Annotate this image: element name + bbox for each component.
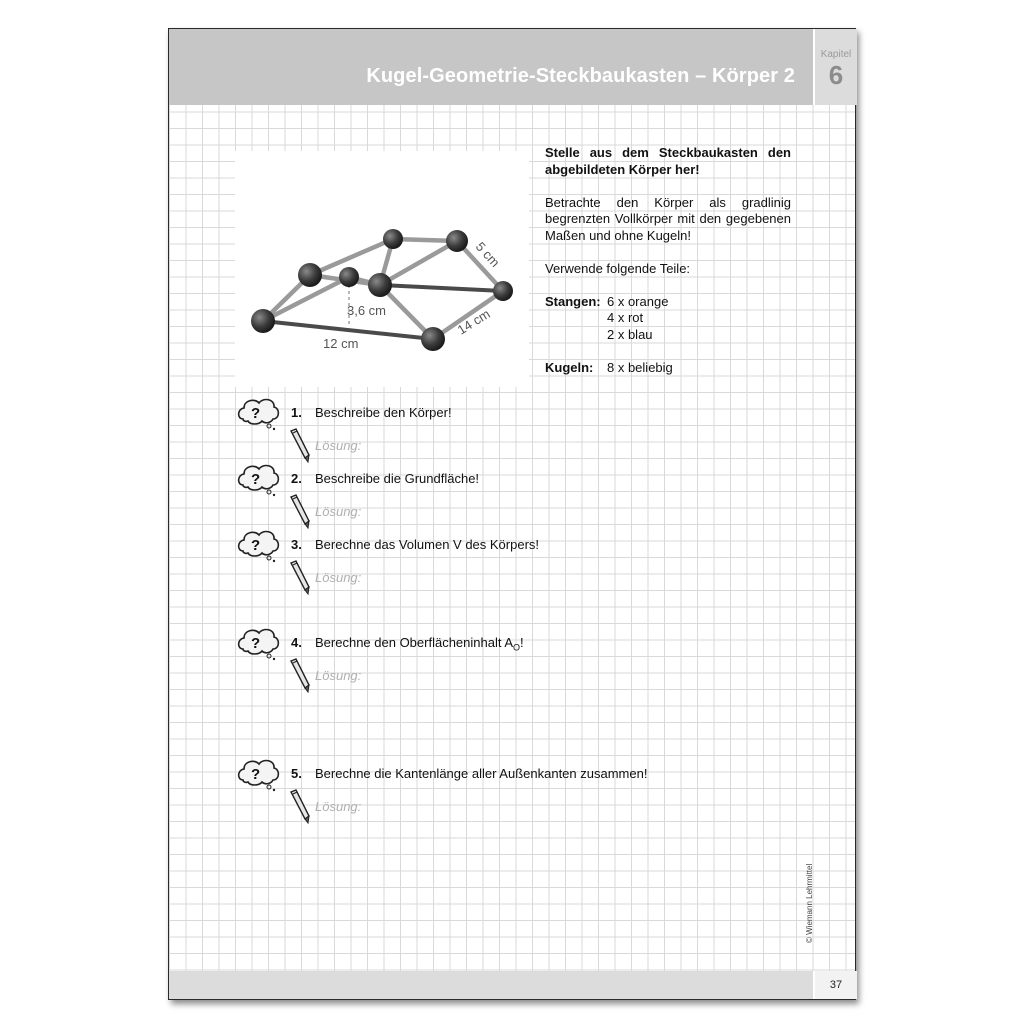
- svg-text:?: ?: [251, 471, 261, 488]
- task-5: [235, 756, 835, 826]
- task-text-subscript: O: [513, 642, 521, 653]
- copyright-notice: © Wiemann Lehrmittel: [805, 863, 814, 943]
- page-number: 37: [813, 971, 857, 999]
- task-2: [235, 461, 835, 531]
- instructions-description: Betrachte den Körper als gradlinig begrenzten Vollkörper mit den gegebenen Maßen und ohne Kugeln!: [545, 194, 791, 243]
- rods-label: Stangen:: [545, 293, 601, 309]
- solution-label: Lösung:: [315, 799, 362, 814]
- model-photo: [235, 151, 529, 387]
- instructions-heading-line2: abgebildeten Körper her!: [545, 161, 700, 177]
- task-3: [235, 527, 835, 597]
- label-height: 3,6 cm: [347, 303, 387, 318]
- rod-item: 4 x rot: [607, 310, 644, 325]
- instructions-heading: [545, 145, 791, 178]
- pencil-icon: [287, 493, 313, 529]
- task-4: [235, 625, 835, 695]
- label-slant: 5 cm: [472, 238, 503, 270]
- footer-band: [169, 971, 813, 999]
- task-1: [235, 395, 835, 465]
- task-number: 1.: [291, 405, 302, 420]
- task-text: Berechne die Kantenlänge aller Außenkanten zusammen!: [315, 766, 648, 781]
- balls-value: 8 x beliebig: [607, 359, 673, 375]
- svg-text:?: ?: [251, 635, 261, 652]
- label-depth: 14 cm: [454, 306, 493, 338]
- solution-label: Lösung:: [315, 570, 362, 585]
- label-length: 12 cm: [323, 336, 359, 351]
- chapter-number: 6: [828, 60, 844, 90]
- task-text: Beschreibe den Körper!: [315, 405, 452, 420]
- task-number: 5.: [291, 766, 302, 781]
- instructions: [545, 145, 791, 376]
- task-text: Berechne das Volumen V des Körpers!: [315, 537, 540, 552]
- task-text-suffix: !: [520, 635, 524, 650]
- solution-label: Lösung:: [315, 668, 362, 683]
- question-cloud-icon: [235, 461, 281, 501]
- task-text: Beschreibe die Grundfläche!: [315, 471, 480, 486]
- chapter-badge: [813, 29, 857, 105]
- question-cloud-icon: [235, 625, 281, 665]
- model-illustration: [235, 151, 529, 387]
- pencil-icon: [287, 559, 313, 595]
- task-number: 2.: [291, 471, 302, 486]
- balls-list: [545, 360, 791, 377]
- balls-label: Kugeln:: [545, 359, 594, 375]
- worksheet-page: [168, 28, 856, 1000]
- instructions-heading-line1: Stelle aus dem Steckbaukasten den: [545, 145, 791, 160]
- question-cloud-icon: [235, 756, 281, 796]
- task-text-main: Berechne den Oberflächeninhalt A: [315, 635, 514, 650]
- question-cloud-icon: [235, 527, 281, 567]
- solution-label: Lösung:: [315, 438, 362, 453]
- parts-intro: Verwende folgende Teile:: [545, 260, 691, 276]
- svg-text:?: ?: [251, 537, 261, 554]
- rod-item: 2 x blau: [607, 326, 653, 342]
- rod-item: 6 x orange: [607, 293, 669, 309]
- pencil-icon: [287, 657, 313, 693]
- page-title: Kugel-Geometrie-Steckbaukasten – Körper 2: [366, 65, 795, 87]
- rods-list: [545, 294, 791, 344]
- chapter-label: Kapitel: [820, 49, 852, 60]
- task-text: [315, 635, 524, 653]
- pencil-icon: [287, 788, 313, 824]
- svg-text:?: ?: [251, 405, 261, 422]
- task-number: 3.: [291, 537, 302, 552]
- pencil-icon: [287, 427, 313, 463]
- task-number: 4.: [291, 635, 302, 650]
- question-cloud-icon: [235, 395, 281, 435]
- svg-text:?: ?: [251, 766, 261, 783]
- header-band: [169, 29, 813, 105]
- solution-label: Lösung:: [315, 504, 362, 519]
